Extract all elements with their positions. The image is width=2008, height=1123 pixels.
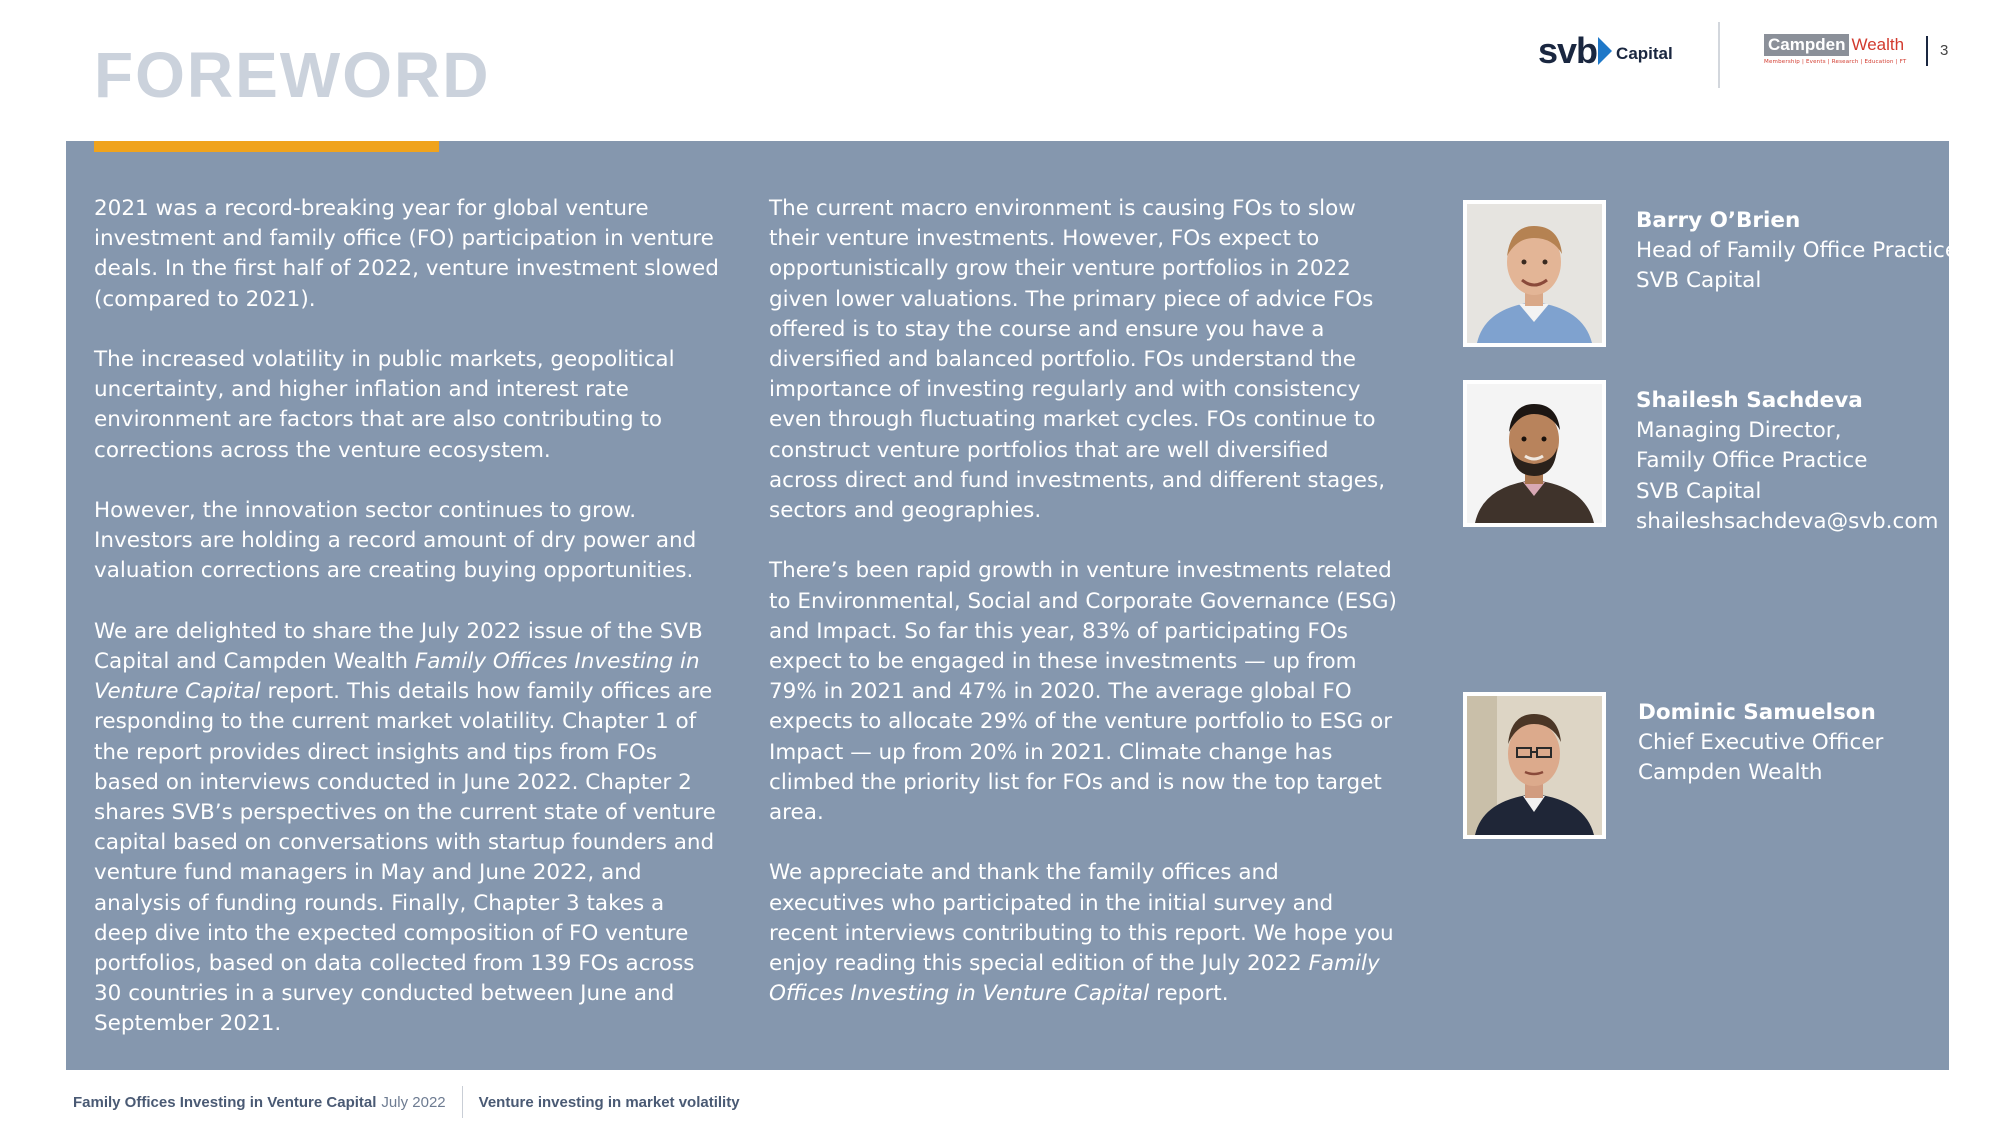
author-photo: [1463, 200, 1606, 347]
paragraph: The current macro environment is causing FOs to slow their venture investments. However, FOs expect to opportunistically grow their venture portfolios in 2022 given lower valuations. The primary piece of advice FOs offered is to stay the course and ensure you have a diversified and balanced portfolio. FOs understand the importance of investing regularly and with consistency even through fluctuating market cycles. FOs continue to construct venture portfolios that are well diversified across direct and fund investments, and different stages, sectors and geographies.: [769, 196, 1386, 524]
svb-chevron-icon: [1598, 37, 1612, 65]
paragraph: The increased volatility in public markets, geopolitical uncertainty, and higher inflation and interest rate environment are factors that are also contributing to corrections across the venture ecosystem.: [94, 347, 675, 463]
svb-logo-word: svb: [1538, 30, 1598, 71]
author-title-line: SVB Capital: [1636, 268, 1762, 294]
paragraph: However, the innovation sector continues to grow. Investors are holding a record amount of dry power and valuation corrections are creating buying opportunities.: [94, 498, 697, 584]
footer-divider: [462, 1086, 463, 1118]
campden-logo-word: Wealth: [1851, 35, 1905, 54]
author-name: Barry O’Brien: [1636, 208, 1801, 233]
paragraph-text: We are delighted to share the July 2022 issue of the SVB Capital and Campden Wealth: [94, 618, 703, 674]
foreword-column-right: [769, 194, 1397, 1040]
campden-logo-tagline: Membership | Events | Research | Education | FT: [1764, 59, 1907, 65]
portrait-icon: [1467, 204, 1602, 343]
paragraph-text: report.: [1149, 981, 1229, 1007]
accent-bar: [94, 141, 439, 152]
author-email: shaileshsachdeva@svb.com: [1636, 508, 1939, 534]
foreword-column-left: [94, 194, 719, 1070]
campden-logo-box: Campden: [1764, 34, 1849, 56]
footer-date: July 2022: [381, 1093, 446, 1111]
author-name: Shailesh Sachdeva: [1636, 388, 1863, 413]
svb-logo-sub: Capital: [1616, 44, 1673, 63]
author-photo: [1463, 692, 1606, 839]
report-title-emphasis: Family Offices Investing in Venture Capital: [94, 649, 700, 705]
author-title-line: Head of Family Office Practice: [1636, 238, 1959, 264]
author-info: [1636, 386, 1938, 537]
page-number-divider: [1926, 36, 1928, 66]
page-footer: [73, 1086, 740, 1118]
paragraph: [769, 858, 1397, 1009]
author-title-line: Campden Wealth: [1638, 760, 1823, 786]
header-logos: [1538, 22, 2008, 102]
paragraph: [94, 617, 719, 1040]
paragraph: There’s been rapid growth in venture investments related to Environmental, Social and Corporate Governance (ESG) and Impact. So far this year, 83% of participating FOs expect to be engaged in these investments — up from 79% in 2021 and 47% in 2020. The average global FO expects to allocate 29% of the venture portfolio to ESG or Impact — up from 20% in 2021. Climate change has climbed the priority list for FOs and is now the top target area.: [769, 558, 1397, 826]
footer-report-title: Family Offices Investing in Venture Capital: [73, 1093, 377, 1111]
author-info: [1636, 206, 1958, 297]
portrait-icon: [1467, 384, 1602, 523]
paragraph: 2021 was a record-breaking year for global venture investment and family office (FO) participation in venture deals. In the first half of 2022, venture investment slowed (compared to 2021).: [94, 196, 719, 312]
logo-divider: [1718, 22, 1720, 88]
svb-capital-logo: [1538, 30, 1673, 72]
portrait-icon: [1467, 696, 1602, 835]
author-name: Dominic Samuelson: [1638, 700, 1876, 725]
author-title-line: SVB Capital: [1636, 478, 1762, 504]
author-photo: [1463, 380, 1606, 527]
campden-wealth-logo: [1764, 34, 1906, 65]
footer-section-title: Venture investing in market volatility: [478, 1093, 740, 1111]
page-number: 3: [1940, 42, 1949, 59]
author-title-line: Managing Director,: [1636, 418, 1842, 444]
paragraph-text: We appreciate and thank the family offices and executives who participated in the initial survey and recent interviews contributing to this report. We hope you enjoy reading this special edition of the July 2022: [769, 860, 1394, 977]
paragraph-text: report. This details how family offices are responding to the current market volatility. Chapter 1 of the report provides direct insights and tips from FOs based on interviews conducted in June 2022. Chapter 2 shares SVB’s perspectives on the current state of venture capital based on conversations with startup founders and venture fund managers in May and June 2022, and analysis of funding rounds. Finally, Chapter 3 takes a deep dive into the expected composition of FO venture portfolios, based on data collected from 139 FOs across 30 countries in a survey conducted between June and September 2021.: [94, 679, 716, 1037]
page-title: FOREWORD: [94, 39, 491, 111]
author-info: [1638, 698, 1883, 789]
report-title-emphasis: Family Offices Investing in Venture Capital: [769, 951, 1380, 1007]
author-title-line: Family Office Practice: [1636, 448, 1868, 474]
author-title-line: Chief Executive Officer: [1638, 730, 1884, 756]
